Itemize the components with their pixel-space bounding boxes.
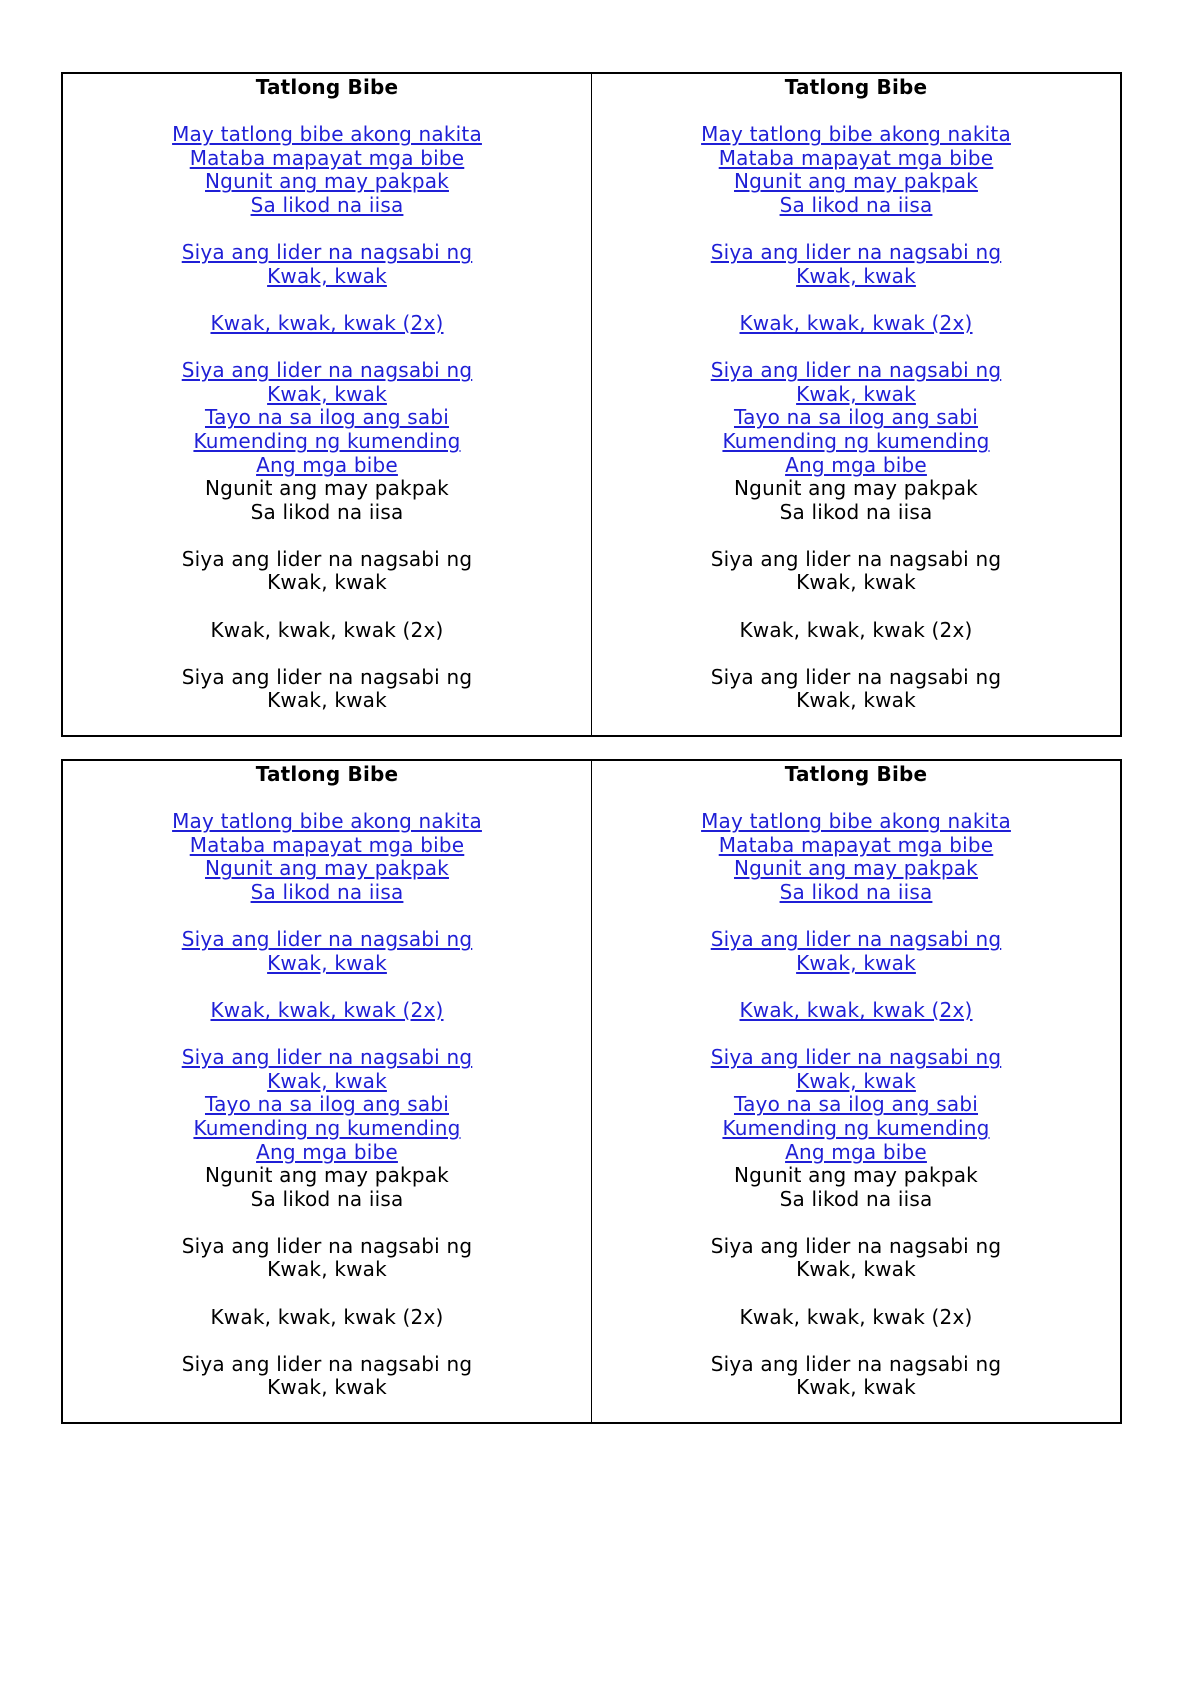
lyric-link[interactable]: Siya ang lider na nagsabi ng [181,240,473,265]
lyric-line: Ngunit ang may pakpak [205,1163,449,1188]
lyric-line: Sa likod na iisa [250,499,404,524]
stanza-gap [592,1211,1120,1235]
song-card [591,74,1120,735]
lyric-line: Siya ang lider na nagsabi ng [710,664,1002,689]
lyric-link[interactable]: Siya ang lider na nagsabi ng [710,240,1002,265]
stanza-gap [592,288,1120,312]
stanza-gap [63,524,591,548]
lyric-link[interactable]: Siya ang lider na nagsabi ng [181,927,473,952]
song-title: Tatlong Bibe [784,75,928,99]
lyric-line: Siya ang lider na nagsabi ng [181,1351,473,1376]
song-sheet-bottom [61,759,1122,1424]
lyric-link[interactable]: Ngunit ang may pakpak [734,856,978,881]
lyric-link[interactable]: Kwak, kwak, kwak (2x) [210,310,444,335]
song-card [63,74,591,735]
lyric-link[interactable]: Ang mga bibe [785,452,927,477]
lyric-line: Siya ang lider na nagsabi ng [710,1233,1002,1258]
lyric-link[interactable]: Ang mga bibe [256,1139,398,1164]
lyric-line: Ngunit ang may pakpak [734,1163,978,1188]
lyric-link[interactable]: Mataba mapayat mga bibe [718,145,994,170]
lyric-line: Ngunit ang may pakpak [205,476,449,501]
lyric-link[interactable]: May tatlong bibe akong nakita [701,809,1011,834]
lyric-line: Siya ang lider na nagsabi ng [181,546,473,571]
lyric-line: Kwak, kwak [267,1375,387,1400]
lyric-link[interactable]: Tayo na sa ilog ang sabi [204,405,450,430]
lyric-link[interactable]: Kwak, kwak [267,1068,387,1093]
lyric-link[interactable]: Siya ang lider na nagsabi ng [181,1045,473,1070]
lyric-link[interactable]: Kwak, kwak, kwak (2x) [739,997,973,1022]
lyric-line: Kwak, kwak [267,688,387,713]
lyric-link[interactable]: Tayo na sa ilog ang sabi [204,1092,450,1117]
lyric-link[interactable]: Siya ang lider na nagsabi ng [710,1045,1002,1070]
lyric-link[interactable]: Kwak, kwak [796,950,916,975]
stanza-gap [592,642,1120,666]
stanza-gap [592,1329,1120,1353]
lyric-link[interactable]: Mataba mapayat mga bibe [189,145,465,170]
lyric-line: Siya ang lider na nagsabi ng [710,546,1002,571]
lyrics-block [63,810,591,1400]
lyric-link[interactable]: Sa likod na iisa [779,879,933,904]
stanza-gap [592,1023,1120,1047]
stanza-gap [592,524,1120,548]
lyric-line: Kwak, kwak, kwak (2x) [210,1304,444,1329]
stanza-gap [63,336,591,360]
lyric-line: Kwak, kwak, kwak (2x) [210,617,444,642]
stanza-gap [63,1282,591,1306]
lyric-line: Kwak, kwak [796,1257,916,1282]
lyric-link[interactable]: Kwak, kwak, kwak (2x) [739,310,973,335]
lyric-link[interactable]: Ngunit ang may pakpak [205,169,449,194]
lyric-link[interactable]: Kwak, kwak [796,263,916,288]
lyric-line: Siya ang lider na nagsabi ng [181,1233,473,1258]
lyric-link[interactable]: Sa likod na iisa [250,192,404,217]
song-card [63,761,591,1422]
lyric-link[interactable]: May tatlong bibe akong nakita [172,809,482,834]
lyric-link[interactable]: Mataba mapayat mga bibe [718,832,994,857]
lyric-link[interactable]: Sa likod na iisa [779,192,933,217]
lyrics-block [63,123,591,713]
lyrics-block [592,810,1120,1400]
stanza-gap [63,1023,591,1047]
lyric-link[interactable]: Siya ang lider na nagsabi ng [710,358,1002,383]
lyric-line: Sa likod na iisa [779,1186,933,1211]
stanza-gap [592,336,1120,360]
song-sheet-top [61,72,1122,737]
lyric-link[interactable]: Kwak, kwak [267,263,387,288]
lyric-link[interactable]: Siya ang lider na nagsabi ng [181,358,473,383]
lyric-line: Kwak, kwak [267,570,387,595]
lyric-line: Sa likod na iisa [779,499,933,524]
stanza-gap [592,1282,1120,1306]
lyric-link[interactable]: Kumending ng kumending [193,1115,461,1140]
lyric-link[interactable]: Tayo na sa ilog ang sabi [733,1092,979,1117]
lyric-link[interactable]: Ang mga bibe [785,1139,927,1164]
lyric-link[interactable]: Sa likod na iisa [250,879,404,904]
lyric-link[interactable]: Kwak, kwak [267,381,387,406]
lyric-link[interactable]: Kwak, kwak [267,950,387,975]
lyric-link[interactable]: May tatlong bibe akong nakita [701,122,1011,147]
stanza-gap [592,975,1120,999]
lyrics-block [592,123,1120,713]
stanza-gap [63,975,591,999]
lyric-link[interactable]: Ang mga bibe [256,452,398,477]
song-title: Tatlong Bibe [255,762,399,786]
stanza-gap [592,595,1120,619]
stanza-gap [63,1211,591,1235]
lyric-line: Kwak, kwak [796,1375,916,1400]
lyric-link[interactable]: Tayo na sa ilog ang sabi [733,405,979,430]
lyric-link[interactable]: Ngunit ang may pakpak [205,856,449,881]
stanza-gap [63,642,591,666]
lyric-line: Kwak, kwak [267,1257,387,1282]
lyric-line: Siya ang lider na nagsabi ng [181,664,473,689]
lyric-line: Kwak, kwak [796,570,916,595]
lyric-link[interactable]: Mataba mapayat mga bibe [189,832,465,857]
song-card [591,761,1120,1422]
stanza-gap [63,905,591,929]
lyric-line: Kwak, kwak, kwak (2x) [739,617,973,642]
lyric-line: Siya ang lider na nagsabi ng [710,1351,1002,1376]
stanza-gap [63,1329,591,1353]
song-title: Tatlong Bibe [255,75,399,99]
lyric-line: Kwak, kwak [796,688,916,713]
lyric-link[interactable]: Kwak, kwak, kwak (2x) [210,997,444,1022]
lyric-line: Ngunit ang may pakpak [734,476,978,501]
lyric-link[interactable]: Kumending ng kumending [193,428,461,453]
stanza-gap [63,218,591,242]
lyric-link[interactable]: Kwak, kwak [796,1068,916,1093]
lyric-link[interactable]: Ngunit ang may pakpak [734,169,978,194]
stanza-gap [592,905,1120,929]
lyric-link[interactable]: Kwak, kwak [796,381,916,406]
stanza-gap [592,218,1120,242]
stanza-gap [63,288,591,312]
lyric-line: Kwak, kwak, kwak (2x) [739,1304,973,1329]
lyric-line: Sa likod na iisa [250,1186,404,1211]
stanza-gap [63,595,591,619]
song-title: Tatlong Bibe [784,762,928,786]
lyric-link[interactable]: Kumending ng kumending [722,428,990,453]
lyric-link[interactable]: Siya ang lider na nagsabi ng [710,927,1002,952]
lyric-link[interactable]: Kumending ng kumending [722,1115,990,1140]
lyric-link[interactable]: May tatlong bibe akong nakita [172,122,482,147]
